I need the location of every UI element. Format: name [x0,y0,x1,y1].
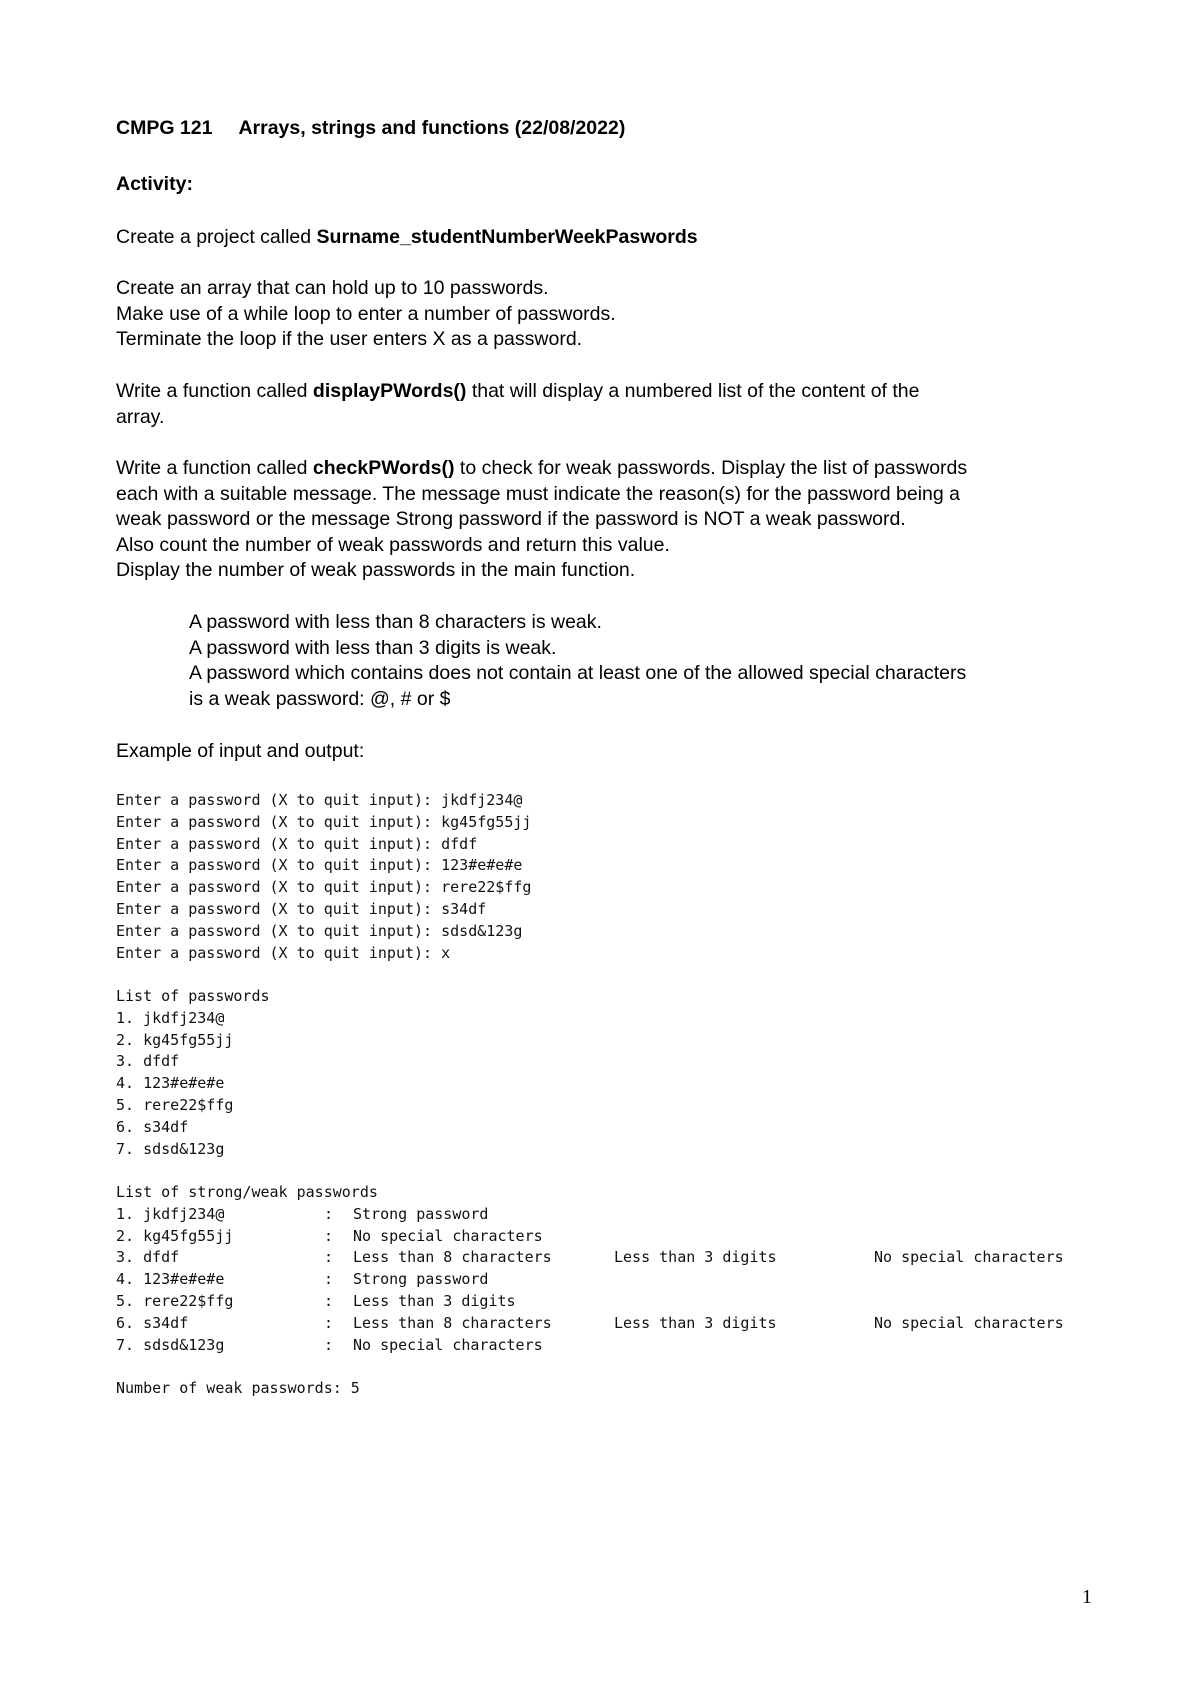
console-line: 3. dfdf [116,1052,180,1071]
console-row [116,1313,1116,1335]
console-line: 4. 123#e#e#e [116,1074,225,1093]
password-cell: 1. jkdfj234@ [116,1204,225,1223]
check-function-instruction [116,456,967,584]
separator: : [324,1226,334,1245]
reason-cell: No special characters [874,1313,1064,1332]
password-cell: 2. kg45fg55jj [116,1226,234,1245]
rule: A password which contains does not contain at least one of the allowed special characters [189,662,967,685]
console-line: Enter a password (X to quit input): sdsd&123g [116,921,523,940]
rule: A password with less than 3 digits is weak. [189,636,557,659]
title-topic: Arrays, strings and functions (22/08/2022) [238,117,626,139]
instruction-line: Create an array that can hold up to 10 passwords. [116,277,549,299]
input-example [116,790,531,964]
page-title [116,116,625,142]
reason-cell: Less than 3 digits [614,1248,777,1267]
password-cell: 6. s34df [116,1313,189,1332]
rule: A password with less than 8 characters is weak. [189,611,602,633]
separator: : [324,1313,334,1332]
reason-cell: Less than 3 digits [353,1291,516,1310]
console-line: Enter a password (X to quit input): 123#e#e#e [116,856,523,875]
project-name: Surname_studentNumberWeekPaswords [316,226,698,248]
text: Write a function called [116,380,313,402]
text: that will display a numbered list of the content of the [466,380,920,402]
reason-cell: Less than 3 digits [614,1313,777,1332]
console-row [116,1247,1116,1269]
console-row [116,1269,1116,1291]
array-instructions [116,276,616,353]
password-cell: 5. rere22$ffg [116,1291,234,1310]
password-cell: 7. sdsd&123g [116,1335,225,1354]
console-line: List of passwords [116,987,270,1005]
console-row [116,1335,1116,1357]
reason-cell: Less than 8 characters [353,1313,552,1332]
text: Display the number of weak passwords in the main function. [116,559,636,582]
strong-weak-rows [116,1204,1116,1357]
separator: : [324,1248,334,1267]
project-instruction [116,225,698,251]
function-name: checkPWords() [312,457,455,479]
console-line: Enter a password (X to quit input): jkdfj234@ [116,791,523,809]
course-code: CMPG 121 [116,117,213,139]
separator: : [324,1270,334,1289]
console-line: Enter a password (X to quit input): rere22$ffg [116,878,532,897]
console-row [116,1291,1116,1313]
console-line: 6. s34df [116,1117,189,1136]
console-row [116,1204,1116,1226]
console-line: 2. kg45fg55jj [116,1030,234,1049]
console-line: Enter a password (X to quit input): x [116,943,451,962]
instruction-line: Make use of a while loop to enter a number of passwords. [116,302,616,325]
project-prefix: Create a project called [116,226,317,248]
text: Also count the number of weak passwords and return this value. [116,533,670,556]
console-line: 7. sdsd&123g [116,1139,225,1158]
password-list [116,986,270,1160]
reason-cell: Strong password [353,1204,489,1223]
reason-cell: Strong password [353,1270,489,1289]
password-rules [189,610,966,712]
instruction-line: Terminate the loop if the user enters X as a password. [116,328,583,351]
console-line: 5. rere22$ffg [116,1095,234,1114]
rule: is a weak password: @, # or $ [189,687,451,710]
password-cell: 4. 123#e#e#e [116,1270,225,1289]
text: weak password or the message Strong password if the password is NOT a weak password. [116,508,906,531]
text: each with a suitable message. The message must indicate the reason(s) for the password being a [116,482,961,505]
function-name: displayPWords() [312,380,467,402]
text: array. [116,405,165,428]
console-line: List of strong/weak passwords [116,1183,378,1201]
text: Write a function called [116,457,313,479]
text: to check for weak passwords. Display the list of passwords [454,457,968,479]
console-line: Enter a password (X to quit input): dfdf [116,834,478,853]
console-line: Enter a password (X to quit input): s34df [116,899,487,918]
reason-cell: No special characters [353,1335,543,1354]
password-cell: 3. dfdf [116,1248,180,1267]
separator: : [324,1335,334,1354]
console-row [116,1226,1116,1248]
separator: : [324,1204,334,1223]
console-line: 1. jkdfj234@ [116,1008,225,1027]
reason-cell: Less than 8 characters [353,1248,552,1267]
example-label: Example of input and output: [116,740,365,762]
reason-cell: No special characters [353,1226,543,1245]
weak-count-line: Number of weak passwords: 5 [116,1379,360,1397]
reason-cell: No special characters [874,1248,1064,1267]
display-function-instruction [116,379,920,430]
console-line: Enter a password (X to quit input): kg45fg55jj [116,812,532,831]
activity-heading: Activity: [116,173,193,195]
page-number: 1 [1082,1586,1092,1608]
separator: : [324,1291,334,1310]
strong-weak-list [116,1182,1116,1356]
